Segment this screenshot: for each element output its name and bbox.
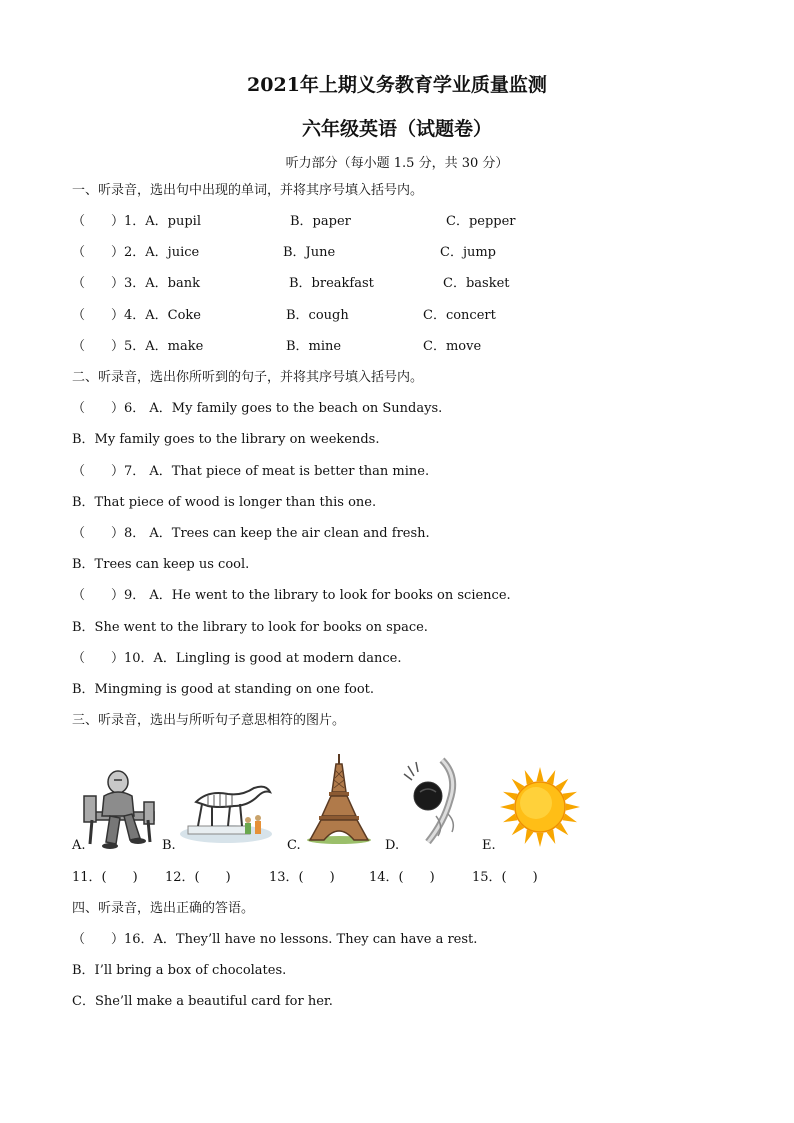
picture-label-b: B. bbox=[162, 838, 176, 853]
q4-stem: （ ）4．A．Coke bbox=[72, 308, 202, 323]
picture-label-a: A. bbox=[72, 838, 86, 853]
q16-option-b: B．I’ll bring a box of chocolates. bbox=[72, 963, 287, 978]
q1-option-c: C．pepper bbox=[446, 214, 516, 229]
q6-option-a: （ ）6． A．My family goes to the beach on Sundays. bbox=[72, 401, 443, 416]
q2-option-b: B．June bbox=[283, 245, 336, 260]
q3-stem: （ ）3．A．bank bbox=[72, 276, 200, 291]
q11-answer: 11．( ) bbox=[72, 870, 138, 885]
part4-heading: 四、听录音，选出正确的答语。 bbox=[72, 901, 255, 916]
q6-option-b: B．My family goes to the library on weekends. bbox=[72, 432, 380, 447]
q8-option-b: B．Trees can keep us cool. bbox=[72, 557, 250, 572]
dinosaur-skeleton-icon bbox=[178, 782, 274, 846]
picture-label-e: E. bbox=[482, 838, 496, 853]
q7-option-a: （ ）7． A．That piece of meat is better than mine. bbox=[72, 464, 430, 479]
q15-answer: 15．( ) bbox=[472, 870, 538, 885]
part2-heading: 二、听录音，选出你所听到的句子，并将其序号填入括号内。 bbox=[72, 370, 424, 385]
q16-option-c: C．She’ll make a beautiful card for her. bbox=[72, 994, 333, 1009]
q3-option-c: C．basket bbox=[443, 276, 510, 291]
q14-answer: 14．( ) bbox=[369, 870, 435, 885]
sun-icon bbox=[499, 766, 581, 848]
q10-option-b: B．Mingming is good at standing on one foot. bbox=[72, 682, 375, 697]
listening-note: 听力部分（每小题 1.5 分，共 30 分） bbox=[285, 156, 509, 171]
q3-option-b: B．breakfast bbox=[289, 276, 374, 291]
q13-answer: 13．( ) bbox=[269, 870, 335, 885]
q4-option-b: B．cough bbox=[286, 308, 349, 323]
q9-option-a: （ ）9． A．He went to the library to look for books on science. bbox=[72, 588, 511, 603]
q2-stem: （ ）2．A．juice bbox=[72, 245, 200, 260]
old-man-on-bench-icon bbox=[82, 768, 158, 852]
q2-option-c: C．jump bbox=[440, 245, 496, 260]
q10-option-a: （ ）10．A．Lingling is good at modern dance. bbox=[72, 651, 402, 666]
part3-heading: 三、听录音，选出与所听句子意思相符的图片。 bbox=[72, 713, 346, 728]
falling-ball-icon bbox=[398, 756, 468, 846]
q7-option-b: B．That piece of wood is longer than this one. bbox=[72, 495, 377, 510]
q5-stem: （ ）5．A．make bbox=[72, 339, 204, 354]
q12-answer: 12．( ) bbox=[165, 870, 231, 885]
q1-stem: （ ）1．A．pupil bbox=[72, 214, 201, 229]
q16-option-a: （ ）16．A．They’ll have no lessons. They can have a rest. bbox=[72, 932, 478, 947]
eiffel-tower-icon bbox=[304, 752, 374, 844]
q4-option-c: C．concert bbox=[423, 308, 496, 323]
picture-label-c: C. bbox=[287, 838, 301, 853]
q9-option-b: B．She went to the library to look for books on space. bbox=[72, 620, 428, 635]
part1-heading: 一、听录音，选出句中出现的单词，并将其序号填入括号内。 bbox=[72, 183, 424, 198]
q8-option-a: （ ）8． A．Trees can keep the air clean and fresh. bbox=[72, 526, 430, 541]
q5-option-b: B．mine bbox=[286, 339, 342, 354]
q5-option-c: C．move bbox=[423, 339, 482, 354]
picture-label-d: D. bbox=[385, 838, 400, 853]
exam-title: 2021年上期义务教育学业质量监测 bbox=[247, 74, 547, 96]
q1-option-b: B．paper bbox=[290, 214, 351, 229]
exam-subtitle: 六年级英语（试题卷） bbox=[301, 118, 492, 140]
